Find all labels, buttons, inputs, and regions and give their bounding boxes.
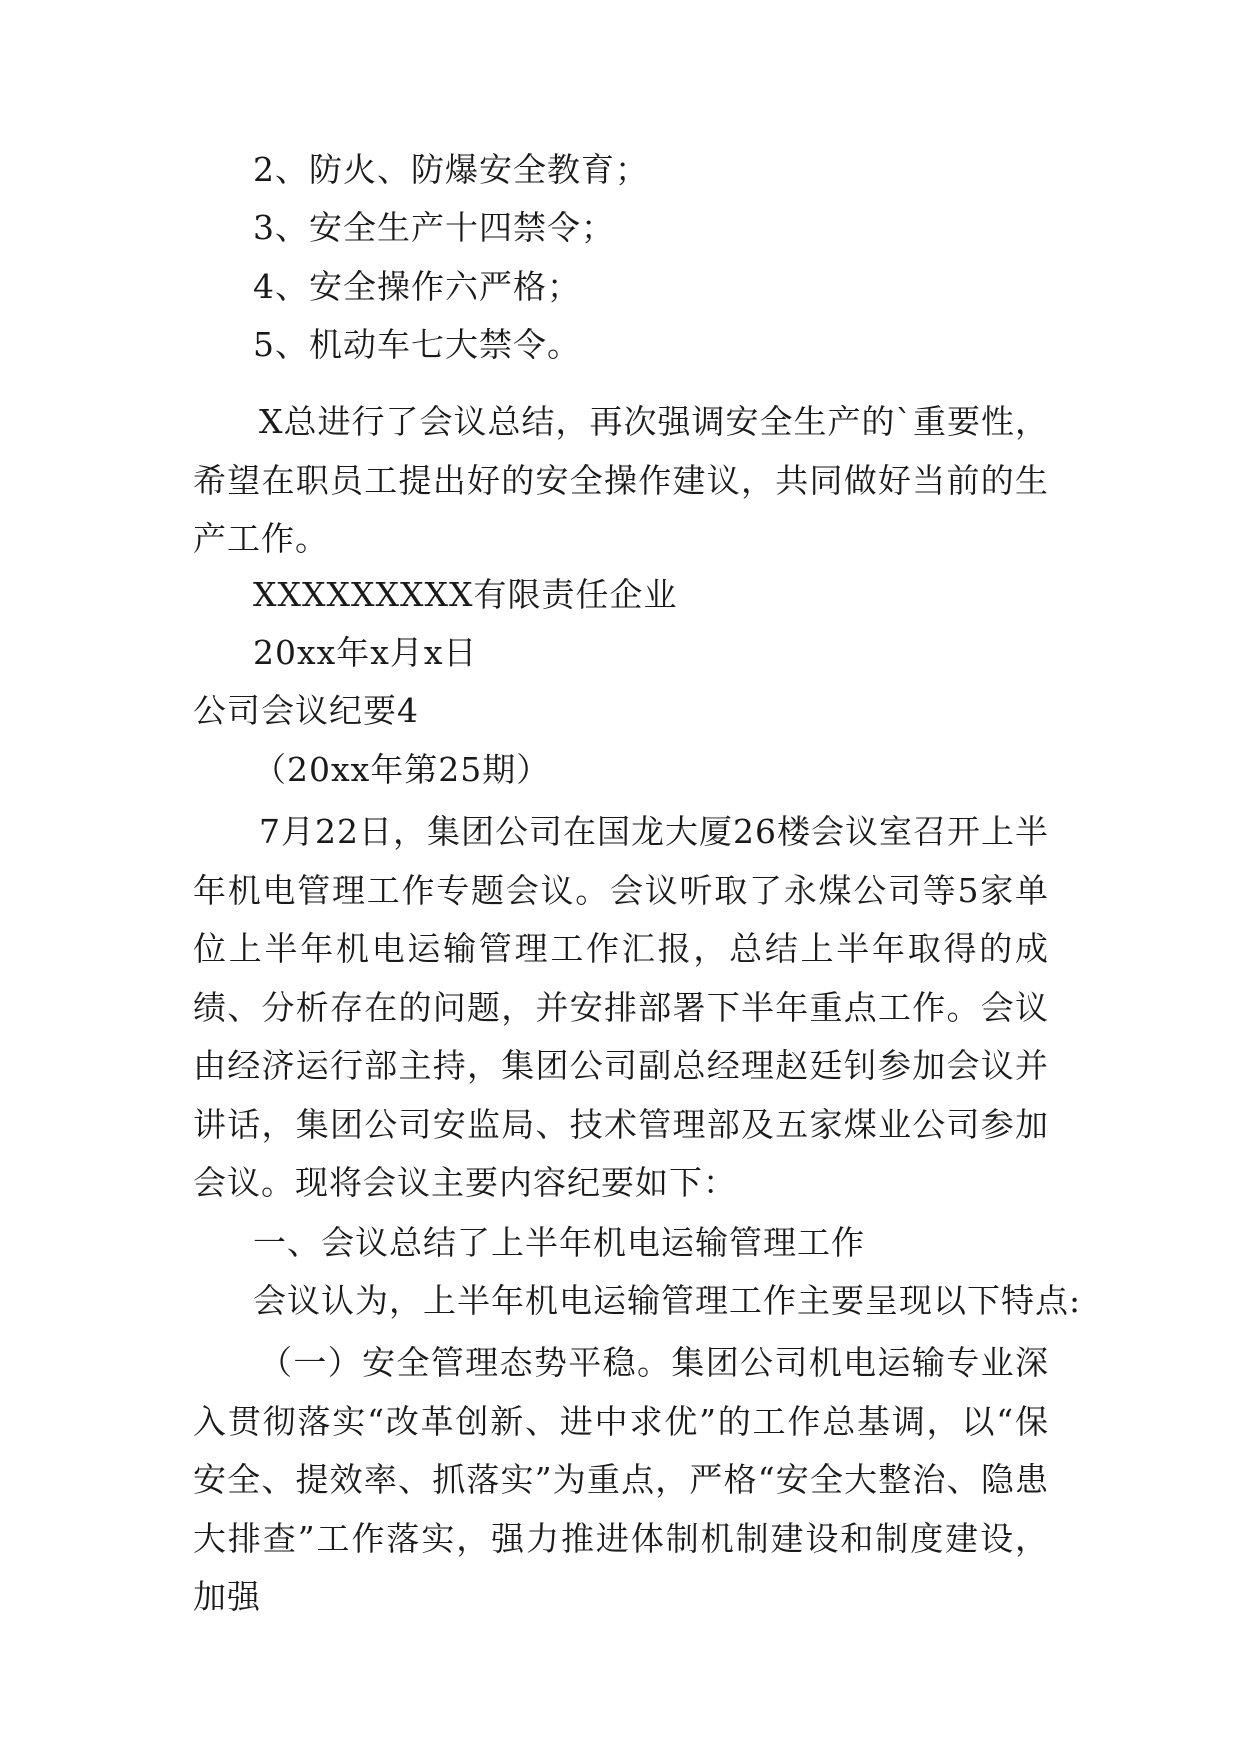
point-1-paragraph: （一）安全管理态势平稳。集团公司机电运输专业深入贯彻落实“改革创新、进中求优”的工作总基调，以“保安全、提效率、抓落实”为重点，严格“安全大整治、隐患大排查”工作落实，强力推进体制机制建设和制度建设，加强	[193, 1343, 1049, 1616]
list-item-4: 4、安全操作六严格；	[253, 267, 581, 306]
summary-paragraph: X总进行了会议总结，再次强调安全生产的`重要性，希望在职员工提出好的安全操作建议，共同做好当前的生产工作。	[193, 402, 1049, 558]
section-title: 公司会议纪要4	[193, 691, 419, 730]
signature-date: 20xx年x月x日	[253, 633, 478, 672]
heading-1: 一、会议总结了上半年机电运输管理工作	[253, 1223, 865, 1262]
features-line: 会议认为，上半年机电运输管理工作主要呈现以下特点:	[253, 1281, 1082, 1320]
list-item-5: 5、机动车七大禁令。	[253, 325, 581, 364]
intro-paragraph: 7月22日，集团公司在国龙大厦26楼会议室召开上半年机电管理工作专题会议。会议听取了永煤公司等5家单位上半年机电运输管理工作汇报，总结上半年取得的成绩、分析存在的问题，并安排部署下半年重点工作。会议由经济运行部主持，集团公司副总经理赵廷钊参加会议并讲话，集团公司安监局、技术管理部及五家煤业公司参加会议。现将会议主要内容纪要如下：	[193, 812, 1049, 1202]
issue-number: （20xx年第25期）	[253, 750, 551, 789]
list-item-3: 3、安全生产十四禁令；	[253, 208, 615, 247]
list-item-2: 2、防火、防爆安全教育；	[253, 150, 649, 189]
company-signature: XXXXXXXXX有限责任企业	[253, 575, 678, 614]
